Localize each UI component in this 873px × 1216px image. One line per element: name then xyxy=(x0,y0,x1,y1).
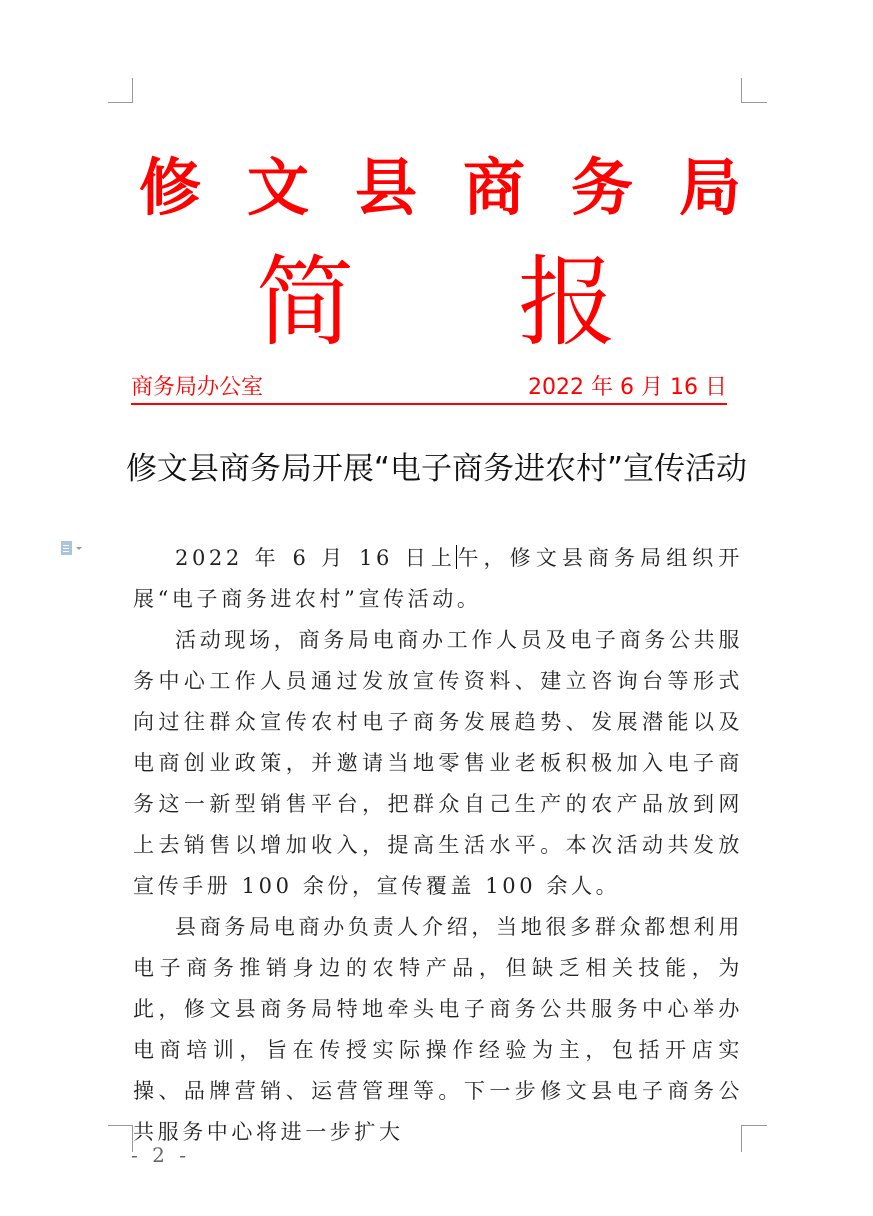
margin-corner-bottom-left xyxy=(108,1125,133,1152)
org-title-char: 务 xyxy=(570,151,633,224)
margin-corner-top-right xyxy=(741,78,767,103)
article-headline[interactable]: 修文县商务局开展“电子商务进农村”宣传活动 xyxy=(125,451,748,487)
org-title-char: 商 xyxy=(462,151,525,224)
org-title-char: 县 xyxy=(354,151,417,224)
page-number: - 2 - xyxy=(131,1143,190,1167)
paragraph-1[interactable] xyxy=(133,538,743,620)
paragraph-text: 午，修文县商务局组织开展“电子商务进农村”宣传活动。 xyxy=(133,546,743,611)
brief-title-char: 简 xyxy=(256,246,355,360)
brief-title-char: 报 xyxy=(518,246,617,360)
issuer-date-row xyxy=(131,372,727,404)
issue-date: 2022 年 6 月 16 日 xyxy=(528,375,727,400)
article-body[interactable] xyxy=(133,538,743,1153)
issuer-label: 商务局办公室 xyxy=(131,375,264,400)
paragraph-handle[interactable] xyxy=(61,540,91,556)
org-title-char: 局 xyxy=(678,151,741,224)
dropdown-arrow-icon xyxy=(76,547,82,550)
document-icon xyxy=(61,541,72,555)
paragraph-3[interactable]: 县商务局电商办负责人介绍，当地很多群众都想利用电子商务推销身边的农特产品，但缺乏相关技能，为此，修文县商务局特地牵头电子商务公共服务中心举办电商培训，旨在传授实际操作经验为主，包括开店实操、品牌营销、运营管理等。下一步修文县电子商务公共服务中心将进一步扩大 xyxy=(133,915,743,1144)
org-title-char: 修 xyxy=(138,151,201,224)
paragraph-text: 2022 年 6 月 16 日上 xyxy=(175,546,457,570)
org-title-char: 文 xyxy=(246,151,309,224)
red-divider-line xyxy=(131,403,727,405)
margin-corner-bottom-right xyxy=(741,1125,767,1152)
paragraph-2[interactable]: 活动现场，商务局电商办工作人员及电子商务公共服务中心工作人员通过发放宣传资料、建立咨询台等形式向过往群众宣传农村电子商务发展趋势、发展潜能以及电商创业政策，并邀请当地零售业老板积极加入电子商务这一新型销售平台，把群众自己生产的农产品放到网上去销售以增加收入，提高生活水平。本次活动共发放宣传手册 100 余份，宣传覆盖 100 余人。 xyxy=(133,628,743,898)
margin-corner-top-left xyxy=(108,78,133,103)
organization-title xyxy=(130,148,750,228)
